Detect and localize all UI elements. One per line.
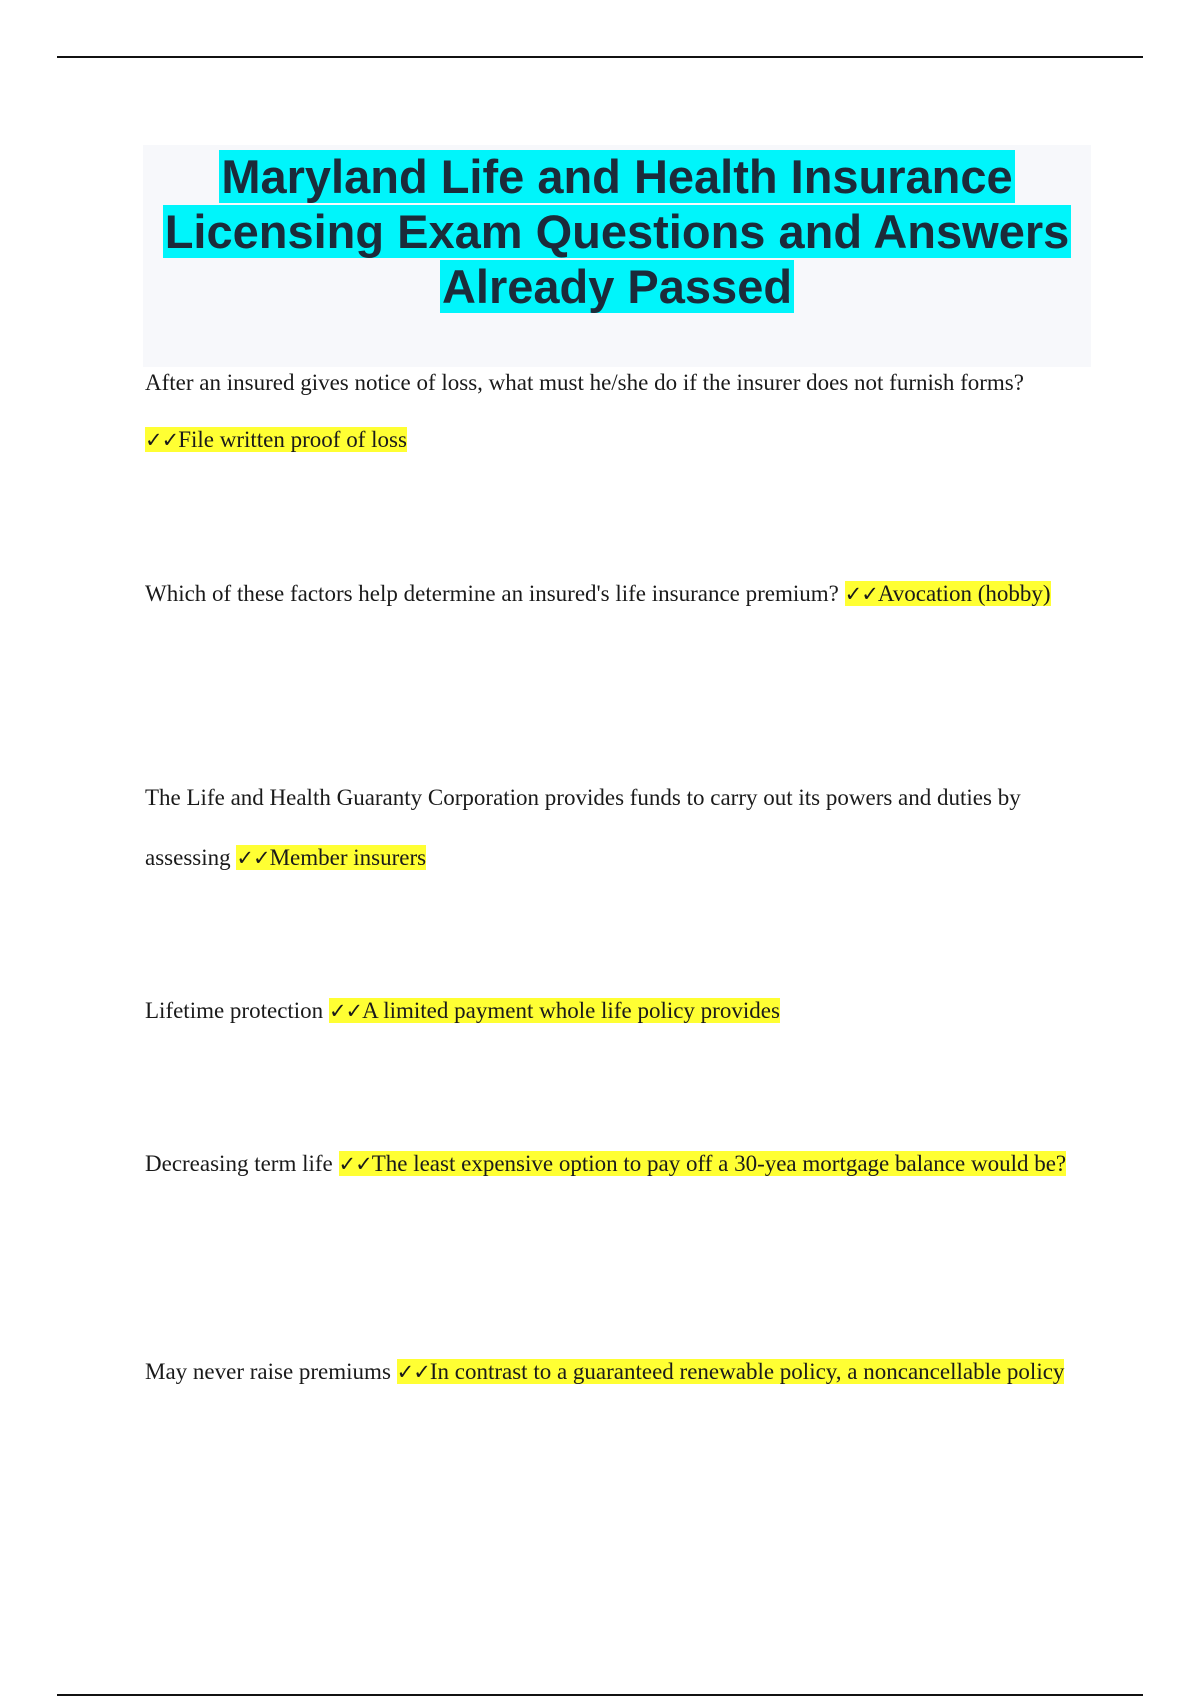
answer-highlight (845, 581, 1051, 606)
qa-item-4 (145, 981, 1085, 1041)
double-check-icon: ✓✓ (844, 582, 878, 606)
double-check-icon: ✓✓ (396, 1360, 430, 1384)
question-text: Lifetime protection (145, 998, 324, 1023)
top-rule (57, 56, 1143, 58)
answer-highlight (236, 845, 426, 870)
bottom-rule (57, 1694, 1143, 1696)
double-check-icon: ✓✓ (145, 428, 179, 452)
double-check-icon: ✓✓ (328, 999, 363, 1023)
question-text: After an insured gives notice of loss, what must he/she do if the insurer does not furnish forms? (145, 370, 1024, 395)
double-check-icon: ✓✓ (236, 846, 270, 870)
answer-highlight (329, 998, 780, 1023)
question-text: Decreasing term life (145, 1151, 333, 1176)
answer-text: In contrast to a guaranteed renewable policy, a noncancellable policy (429, 1359, 1065, 1384)
answer-text: Member insurers (269, 845, 427, 870)
title-line-2: Licensing Exam Questions and Answers (164, 205, 1070, 258)
answer-highlight (145, 427, 407, 452)
double-check-icon: ✓✓ (338, 1152, 372, 1176)
qa-item-1 (145, 355, 1085, 469)
qa-item-6 (145, 1342, 1085, 1402)
answer-text: The least expensive option to pay off a 30-yea mortgage balance would be? (371, 1151, 1067, 1176)
qa-item-5 (145, 1134, 1085, 1194)
answer-highlight (397, 1359, 1065, 1384)
qa-item-3 (145, 768, 1085, 888)
qa-item-2 (145, 564, 1085, 624)
answer-text: File written proof of loss (178, 427, 407, 452)
question-text: Which of these factors help determine an insured's life insurance premium? (145, 581, 839, 606)
answer-highlight (339, 1151, 1067, 1176)
answer-text: Avocation (hobby) (877, 581, 1051, 606)
question-text: The Life and Health Guaranty Corporation provides funds to carry out its powers and duties by assessing (145, 785, 1021, 870)
title-line-1: Maryland Life and Health Insurance (221, 150, 1013, 203)
answer-text: A limited payment whole life policy provides (362, 998, 780, 1023)
document-title (143, 145, 1091, 367)
question-text: May never raise premiums (145, 1359, 391, 1384)
title-line-3: Already Passed (441, 260, 793, 313)
